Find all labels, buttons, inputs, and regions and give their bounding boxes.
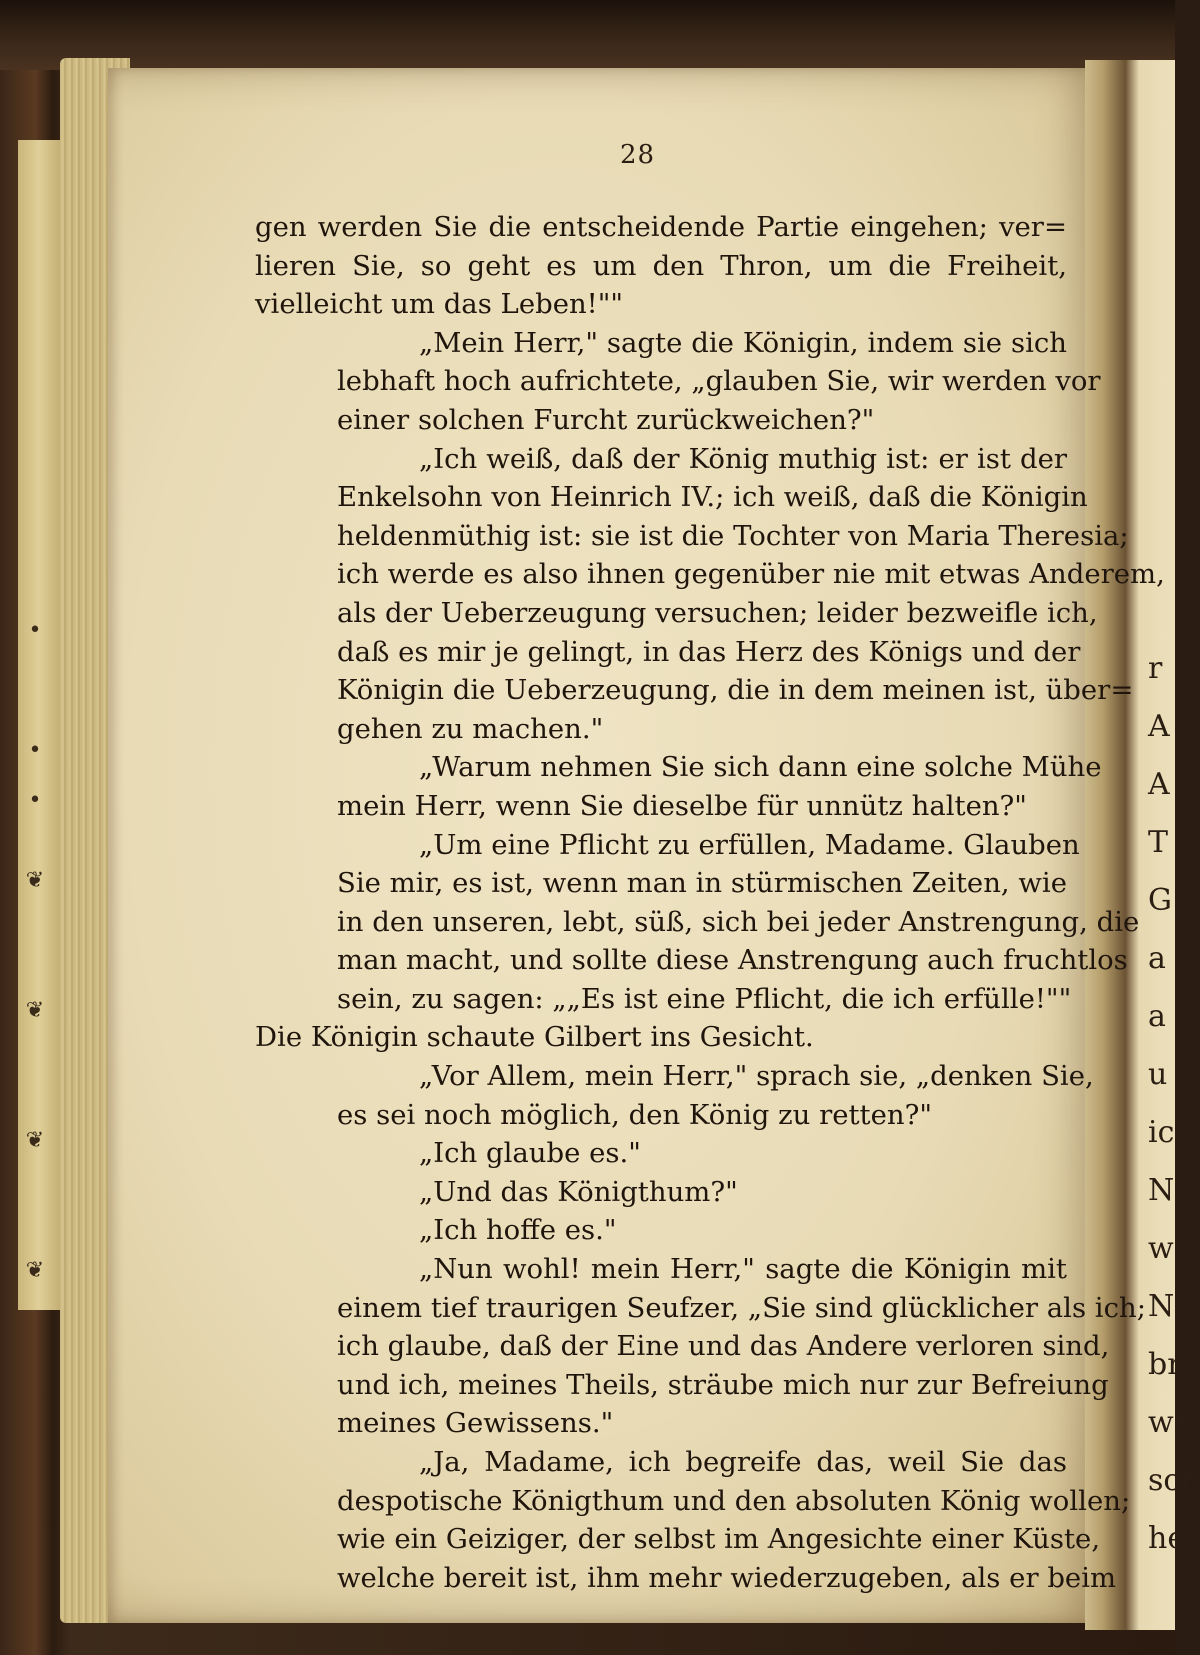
paragraph	[255, 1134, 1067, 1173]
paragraph	[255, 208, 1067, 324]
spine-ornament: ❦	[25, 868, 45, 893]
paragraph	[255, 826, 1140, 1019]
paragraph	[255, 1250, 1146, 1443]
text-line: einer solchen Furcht zurückweichen?"	[337, 403, 875, 436]
next-page-fragment: A	[1148, 767, 1170, 802]
text-line: gen werden Sie die entscheidende Partie eingehen; ver=	[255, 211, 1067, 243]
text-line: meines Gewissens."	[337, 1407, 614, 1440]
next-page-fragment: a	[1148, 941, 1166, 976]
next-page-fragment: a	[1148, 999, 1166, 1034]
text-line: wie ein Geiziger, der selbst im Angesichte einer Küste,	[337, 1523, 1101, 1556]
next-page-fragment: w	[1148, 1231, 1174, 1266]
spine-ornament: ❦	[25, 1128, 45, 1153]
text-line: „Ich weiß, daß der König muthig ist: er ist der	[419, 442, 1067, 475]
text-line: Sie mir, es ist, wenn man in stürmischen Zeiten, wie	[337, 867, 1067, 900]
text-line: in den unseren, lebt, süß, sich bei jeder Anstrengung, die	[337, 905, 1140, 938]
text-line: lebhaft hoch aufrichtete, „glauben Sie, wir werden vor	[337, 365, 1101, 398]
next-page-fragment: T	[1148, 825, 1169, 860]
text-line: man macht, und sollte diese Anstrengung auch fruchtlos	[337, 944, 1128, 977]
text-line: daß es mir je gelingt, in das Herz des Königs und der	[337, 635, 1081, 668]
paragraph	[255, 440, 1165, 749]
next-page-fragment: ic	[1148, 1115, 1175, 1150]
text-line: lieren Sie, so geht es um den Thron, um die Freiheit,	[255, 249, 1067, 282]
next-page-fragment: N	[1148, 1289, 1175, 1324]
text-line: heldenmüthig ist: sie ist die Tochter von Maria Theresia;	[337, 519, 1129, 552]
text-line: sein, zu sagen: „„Es ist eine Pflicht, die ich erfülle!""	[337, 982, 1072, 1015]
text-line: Die Königin schaute Gilbert ins Gesicht.	[255, 1021, 814, 1054]
text-line: Enkelsohn von Heinrich IV.; ich weiß, daß die Königin	[337, 481, 1088, 514]
spine-ornament: •	[28, 618, 42, 643]
paragraph	[255, 1173, 1067, 1212]
text-line: „Vor Allem, mein Herr," sprach sie, „denken Sie,	[419, 1060, 1094, 1093]
next-page-fragment: he	[1148, 1521, 1186, 1556]
text-line: „Mein Herr," sagte die Königin, indem sie sich	[419, 326, 1067, 359]
book-spine	[18, 140, 60, 1310]
spine-ornament: •	[28, 738, 42, 763]
text-line: „Nun wohl! mein Herr," sagte die Königin mit	[419, 1253, 1067, 1286]
paragraph	[255, 1018, 1067, 1057]
page-number: 28	[620, 140, 656, 170]
text-line: und ich, meines Theils, sträube mich nur zur Befreiung	[337, 1368, 1109, 1401]
text-line: welche bereit ist, ihm mehr wiederzugeben, als er beim	[337, 1561, 1117, 1594]
next-page-fragment: u	[1148, 1057, 1168, 1092]
next-page-fragment: r	[1148, 651, 1163, 686]
next-page-fragment: we	[1148, 1405, 1192, 1440]
text-line: despotische Königthum und den absoluten König wollen;	[337, 1484, 1131, 1517]
paragraph	[255, 1057, 1094, 1134]
next-page-fragments	[1148, 640, 1200, 1568]
book-cover-edge	[0, 0, 1175, 70]
text-line: mein Herr, wenn Sie dieselbe für unnütz halten?"	[337, 789, 1027, 822]
next-page-fragment: br	[1148, 1347, 1182, 1382]
text-line: „Um eine Pflicht zu erfüllen, Madame. Glauben	[419, 828, 1080, 861]
spine-ornament: •	[28, 788, 42, 813]
next-page-fragment: G	[1148, 883, 1172, 918]
spine-ornament: ❦	[25, 998, 45, 1023]
text-line: als der Ueberzeugung versuchen; leider bezweifle ich,	[337, 596, 1098, 629]
text-line: „Ich glaube es."	[419, 1137, 641, 1170]
text-line: ich glaube, daß der Eine und das Andere verloren sind,	[337, 1330, 1110, 1363]
text-line: es sei noch möglich, den König zu retten?"	[337, 1098, 932, 1131]
paragraph	[255, 748, 1102, 825]
paragraph	[255, 1211, 1067, 1250]
text-line: vielleicht um das Leben!""	[255, 288, 624, 321]
text-line: „Ich hoffe es."	[419, 1214, 617, 1247]
spine-ornament: ❦	[25, 1258, 45, 1283]
text-line: „Und das Königthum?"	[419, 1175, 738, 1208]
text-line: ich werde es also ihnen gegenüber nie mit etwas Anderem,	[337, 558, 1165, 591]
text-line: Königin die Ueberzeugung, die in dem meinen ist, über=	[337, 674, 1134, 707]
next-page-fragment: N	[1148, 1173, 1175, 1208]
next-page-fragment: sch	[1148, 1463, 1200, 1498]
text-line: gehen zu machen."	[337, 712, 604, 745]
next-page-fragment: A	[1148, 709, 1170, 744]
text-line: „Warum nehmen Sie sich dann eine solche Mühe	[419, 751, 1102, 784]
paragraph	[255, 1443, 1131, 1597]
text-line: einem tief traurigen Seufzer, „Sie sind glücklicher als ich;	[337, 1291, 1146, 1324]
text-line: „Ja, Madame, ich begreife das, weil Sie das	[419, 1446, 1067, 1478]
paragraph	[255, 324, 1101, 440]
